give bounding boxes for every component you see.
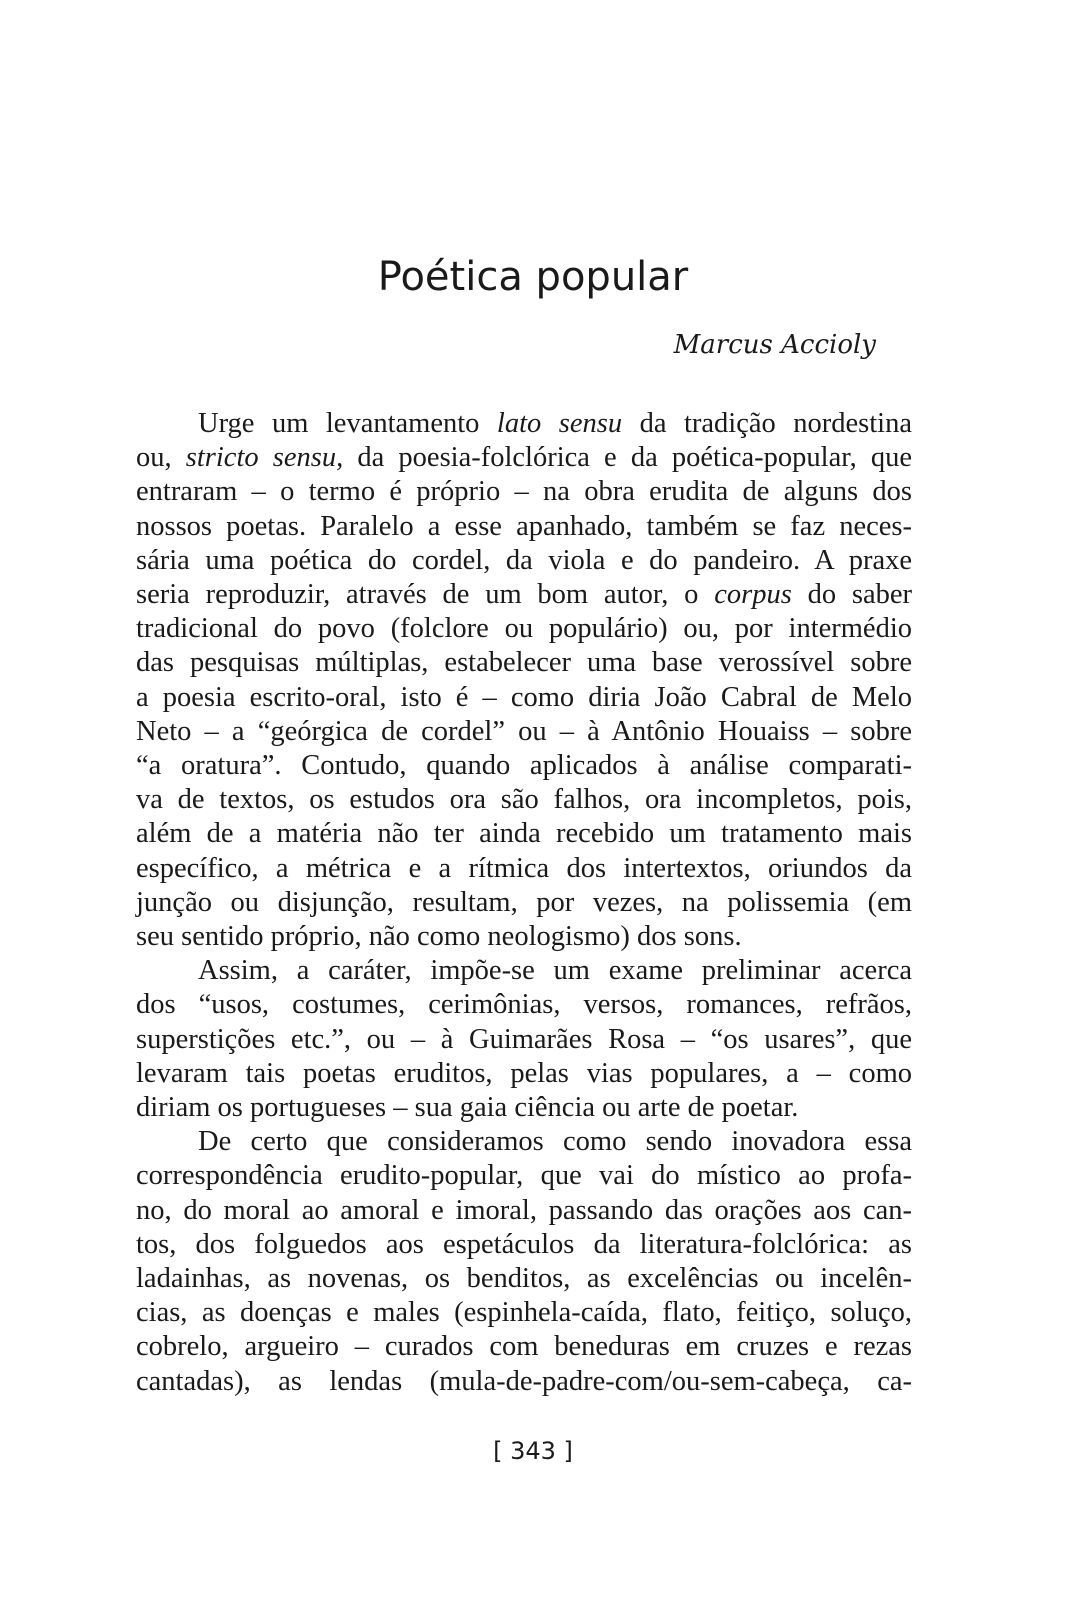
text-run: da tradição nordestina — [622, 408, 912, 439]
text-run: no, do moral ao amoral e imoral, passando das orações aos can- — [136, 1194, 912, 1226]
text-run: Urge um levantamento — [198, 408, 497, 439]
text-line — [136, 920, 912, 954]
text-line — [136, 407, 912, 441]
text-line — [136, 1091, 912, 1125]
text-line — [136, 1023, 912, 1057]
text-line — [136, 1057, 912, 1091]
text-line — [136, 1365, 912, 1399]
text-run: tradicional do povo (folclore ou populário) ou, por intermédio — [136, 613, 912, 645]
text-line — [136, 1330, 912, 1364]
text-line — [136, 783, 912, 817]
text-run: tos, dos folguedos aos espetáculos da literatura-folclórica: as — [136, 1228, 912, 1260]
text-line — [136, 817, 912, 851]
text-line — [136, 954, 912, 988]
text-line — [136, 886, 912, 920]
text-run: dos “usos, costumes, cerimônias, versos, romances, refrãos, — [136, 989, 912, 1021]
text-run: cias, as doenças e males (espinhela-caída, flato, feitiço, soluço, — [136, 1297, 912, 1329]
text-line — [136, 988, 912, 1022]
paragraph — [136, 1125, 912, 1399]
text-line — [136, 510, 912, 544]
text-run: do saber — [791, 579, 912, 611]
paragraph — [136, 954, 912, 1125]
text-line — [136, 749, 912, 783]
text-line — [136, 1228, 912, 1262]
italic-term: lato sensu — [496, 408, 623, 439]
text-run: das pesquisas múltiplas, estabelecer uma base verossível sobre — [136, 647, 912, 679]
text-line — [136, 681, 912, 715]
body-text — [136, 407, 912, 1399]
text-run: cantadas), as lendas (mula-de-padre-com/ou-sem-cabeça, ca- — [136, 1365, 912, 1397]
text-run: Assim, a caráter, impõe-se um exame preliminar acerca — [198, 955, 912, 987]
text-line — [136, 1194, 912, 1228]
text-line — [136, 612, 912, 646]
italic-term: corpus — [714, 579, 792, 611]
text-run: “a oratura”. Contudo, quando aplicados à análise comparati- — [136, 750, 912, 782]
text-run: a poesia escrito-oral, isto é – como diria João Cabral de Melo — [136, 681, 912, 713]
text-line — [136, 1262, 912, 1296]
text-run: ou, — [136, 442, 186, 474]
text-run: nossos poetas. Paralelo a esse apanhado, também se faz neces- — [136, 510, 912, 542]
text-run: va de textos, os estudos ora são falhos, ora incompletos, pois, — [136, 784, 912, 816]
text-line — [136, 1296, 912, 1330]
text-run: superstições etc.”, ou – à Guimarães Rosa – “os usares”, que — [136, 1023, 912, 1055]
text-run: Neto – a “geórgica de cordel” ou – à Antônio Houaiss – sobre — [136, 715, 912, 747]
text-run: entraram – o termo é próprio – na obra erudita de alguns dos — [136, 476, 912, 508]
paragraph — [136, 407, 912, 954]
text-run: seria reproduzir, através de um bom autor, o — [136, 579, 715, 611]
text-line — [136, 441, 912, 475]
text-line — [136, 578, 912, 612]
text-run: correspondência erudito-popular, que vai do místico ao profa- — [136, 1160, 912, 1192]
text-run: sária uma poética do cordel, da viola e do pandeiro. A praxe — [136, 544, 912, 576]
text-run: levaram tais poetas eruditos, pelas vias populares, a – como — [136, 1057, 912, 1089]
text-run: além de a matéria não ter ainda recebido um tratamento mais — [136, 818, 912, 850]
text-line — [136, 475, 912, 509]
text-line — [136, 1159, 912, 1193]
text-line — [136, 715, 912, 749]
page-title: Poética popular — [377, 254, 689, 300]
italic-term: stricto sensu, — [185, 442, 344, 474]
text-run: ladainhas, as novenas, os benditos, as excelências ou incelên- — [136, 1263, 912, 1295]
text-run: seu sentido próprio, não como neologismo) dos sons. — [136, 921, 742, 953]
text-run: diriam os portugueses – sua gaia ciência ou arte de poetar. — [136, 1092, 799, 1124]
text-line — [136, 646, 912, 680]
text-line — [136, 544, 912, 578]
text-run: cobrelo, argueiro – curados com beneduras em cruzes e rezas — [136, 1331, 912, 1363]
text-line — [136, 852, 912, 886]
author-name: Marcus Accioly — [673, 330, 876, 360]
text-run: De certo que consideramos como sendo inovadora essa — [198, 1126, 912, 1158]
page-number: [ 343 ] — [493, 1437, 573, 1465]
text-run: da poesia-folclórica e da poética-popular, que — [343, 442, 913, 474]
text-run: específico, a métrica e a rítmica dos intertextos, oriundos da — [136, 852, 912, 884]
text-run: junção ou disjunção, resultam, por vezes, na polissemia (em — [136, 886, 912, 918]
text-line — [136, 1125, 912, 1159]
